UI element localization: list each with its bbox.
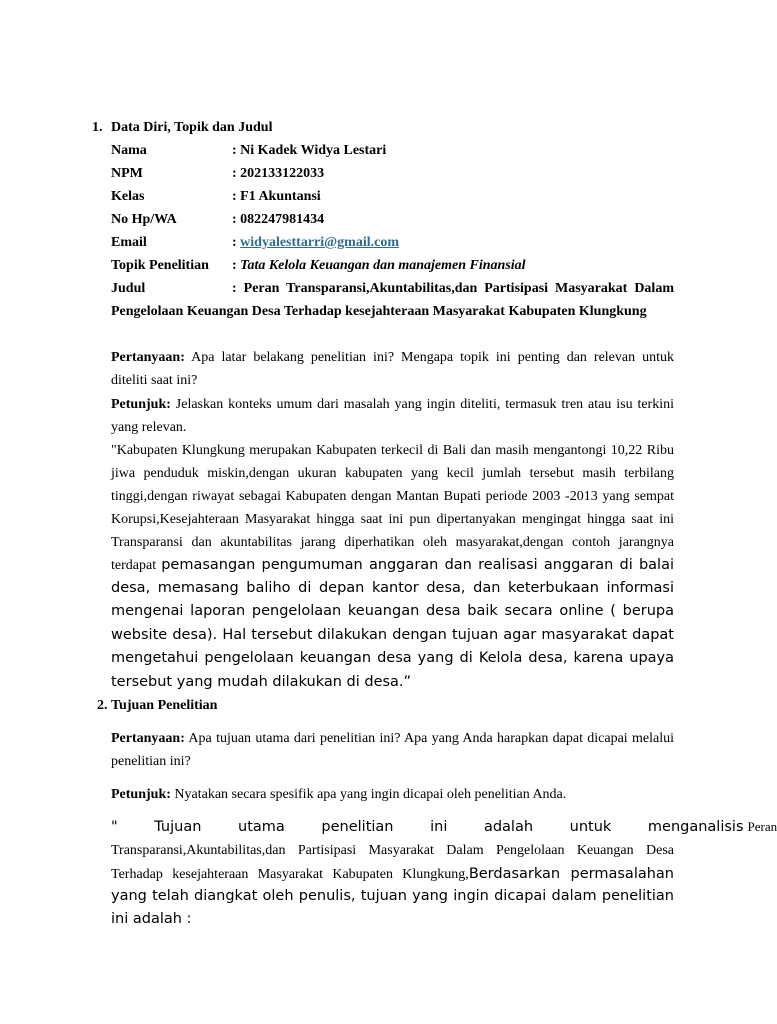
answer-1-line6 (111, 556, 674, 574)
answer-1-line5: Transparansi dan akuntabilitas jarang diperhatikan oleh masyarakat,dengan contoh jarangnya (111, 535, 674, 550)
field-topik-label: Topik Penelitian (111, 258, 209, 273)
field-email-colon: : (232, 235, 241, 250)
petunjuk-1-label: Petunjuk: (111, 397, 171, 412)
answer-2-line3 (111, 865, 674, 883)
answer-1-line8: mengenai laporan pengelolaan keuangan desa baik secara online ( berupa (111, 603, 674, 619)
field-hp-label: No Hp/WA (111, 212, 177, 227)
section-1-number: 1. (92, 120, 103, 135)
answer-1-line3: tinggi,dengan riwayat sebagai Kabupaten dengan Mantan Bupati periode 2003 -2013 yang sempat (111, 489, 674, 504)
answer-2-line3-sans: Berdasarkan permasalahan (468, 866, 674, 882)
petunjuk-1-text: Jelaskan konteks umum dari masalah yang ingin diteliti, termasuk tren atau isu terkini (170, 397, 674, 412)
pertanyaan-2-label: Pertanyaan: (111, 731, 185, 746)
petunjuk-1-line2: yang relevan. (111, 420, 187, 435)
pertanyaan-2-line1 (111, 731, 674, 747)
field-judul-value-line1: : Peran Transparansi,Akuntabilitas,dan Partisipasi Masyarakat Dalam (232, 281, 674, 296)
answer-1-line11: tersebut yang mudah dilakukan di desa.” (111, 674, 412, 690)
answer-1-line6-sans: pemasangan pengumuman anggaran dan realisasi anggaran di balai (161, 557, 674, 573)
field-topik-text: Tata Kelola Keuangan dan manajemen Finansial (240, 258, 526, 273)
petunjuk-1-line1 (111, 397, 674, 413)
field-kelas-label: Kelas (111, 189, 145, 204)
pertanyaan-2-line2: penelitian ini? (111, 754, 191, 769)
pertanyaan-1-label: Pertanyaan: (111, 350, 185, 365)
field-nama-value: : Ni Kadek Widya Lestari (232, 143, 387, 158)
field-topik-value (232, 258, 526, 274)
pertanyaan-1-text: Apa latar belakang penelitian ini? Mengapa topik ini penting dan relevan untuk (184, 350, 674, 365)
pertanyaan-2-text: Apa tujuan utama dari penelitian ini? Apa yang Anda harapkan dapat dicapai melalui (184, 731, 674, 746)
field-email-label: Email (111, 235, 147, 250)
answer-1-line10: mengetahui pengelolaan keuangan desa yang di Kelola desa, karena upaya (111, 650, 674, 666)
field-nama-label: Nama (111, 143, 147, 158)
answer-1-line1: "Kabupaten Klungkung merupakan Kabupaten terkecil di Bali dan masih mengantongi 10,22 Ribu (111, 443, 674, 458)
section-1-heading: Data Diri, Topik dan Judul (111, 120, 273, 135)
answer-2-line4: yang telah diangkat oleh penulis, tujuan yang ingin dicapai dalam penelitian (111, 888, 674, 904)
field-judul-label: Judul (111, 281, 146, 296)
pertanyaan-1-line1 (111, 350, 674, 366)
field-kelas-value: : F1 Akuntansi (232, 189, 321, 204)
field-email-value (232, 235, 399, 251)
section-2-number: 2. (97, 698, 108, 713)
answer-2-line2: Transparansi,Akuntabilitas,dan Partisipasi Masyarakat Dalam Pengelolaan Keuangan Desa (111, 843, 674, 858)
petunjuk-2-line1 (111, 787, 674, 803)
answer-2-line1 (111, 818, 777, 836)
field-npm-label: NPM (111, 166, 143, 181)
petunjuk-2-text: Nyatakan secara spesifik apa yang ingin dicapai oleh penelitian Anda. (170, 787, 567, 802)
answer-1-line7: desa, memasang baliho di depan kantor desa, dan keterbukaan informasi (111, 580, 674, 596)
field-npm-value: : 202133122033 (232, 166, 325, 181)
field-topik-colon: : (232, 258, 241, 273)
answer-1-line4: Korupsi,Kesejahteraan Masyarakat hingga saat ini pun dipertanyakan mengingat hingga saat ini (111, 512, 674, 527)
answer-1-line2: jiwa penduduk miskin,dengan ukuran kabupaten yang kecil jumlah tersebut masih terbilang (111, 466, 674, 481)
answer-2-line1-serif: Peran (747, 819, 777, 834)
section-2-heading: Tujuan Penelitian (111, 698, 218, 713)
email-link[interactable]: widyalesttarri@gmail.com (240, 235, 399, 250)
field-hp-value: : 082247981434 (232, 212, 325, 227)
answer-1-line9: website desa). Hal tersebut dilakukan dengan tujuan agar masyarakat dapat (111, 627, 674, 643)
field-judul-value-line2: Pengelolaan Keuangan Desa Terhadap kesejahteraan Masyarakat Kabupaten Klungkung (111, 304, 647, 319)
answer-1-line6-serif: terdapat (111, 558, 162, 573)
answer-2-line5: ini adalah : (111, 911, 192, 927)
answer-2-line3-serif: Terhadap kesejahteraan Masyarakat Kabupaten Klungkung, (111, 867, 469, 882)
pertanyaan-1-line2: diteliti saat ini? (111, 373, 198, 388)
answer-2-line1-sans: " Tujuan utama penelitian ini adalah untuk menganalisis (111, 819, 744, 835)
petunjuk-2-label: Petunjuk: (111, 787, 171, 802)
